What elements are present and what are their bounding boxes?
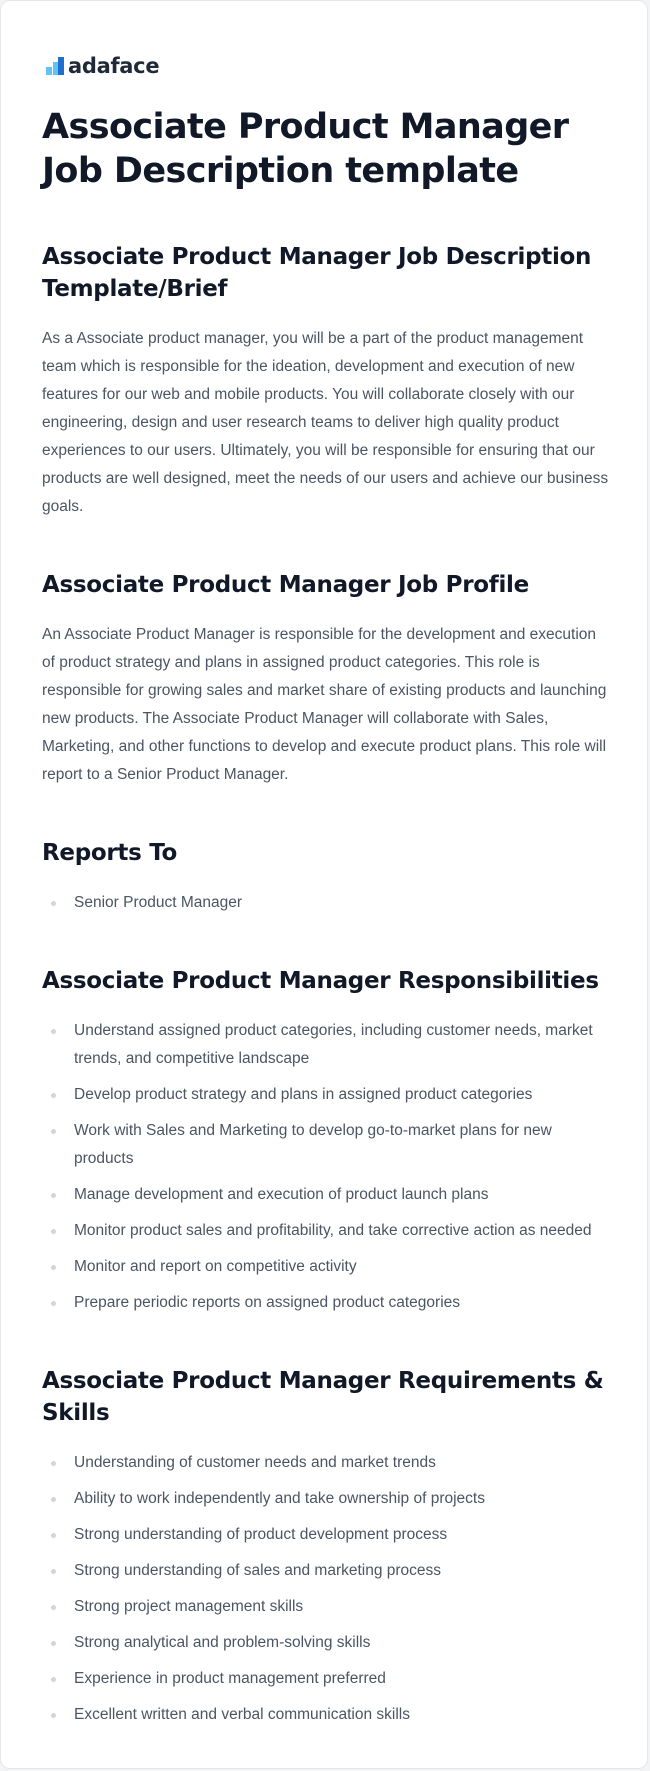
adaface-logo-mark-icon xyxy=(46,57,64,75)
profile-section xyxy=(42,569,612,789)
profile-body: An Associate Product Manager is responsible for the development and execution of product strategy and plans in assigned product categories. This role is responsible for growing sales and market share of existing products and launching new products. The Associate Product Manager will collaborate with Sales, Marketing, and other functions to develop and execute product plans. This role will report to a Senior Product Manager. xyxy=(42,626,607,783)
responsibilities-heading: Associate Product Manager Responsibilities xyxy=(42,968,599,994)
list-item: Manage development and execution of product launch plans xyxy=(42,1181,612,1209)
logo-wordmark: adaface xyxy=(68,54,160,78)
main-content xyxy=(42,105,612,1737)
list-item: Work with Sales and Marketing to develop go-to-market plans for new products xyxy=(42,1117,612,1173)
requirements-heading: Associate Product Manager Requirements & Skills xyxy=(42,1368,604,1426)
list-item: Understanding of customer needs and market trends xyxy=(42,1449,612,1477)
adaface-logo[interactable] xyxy=(46,53,159,79)
requirements-section xyxy=(42,1365,612,1729)
list-item: Strong understanding of product development process xyxy=(42,1521,612,1549)
list-item: Experience in product management preferred xyxy=(42,1665,612,1693)
list-item: Monitor product sales and profitability, and take corrective action as needed xyxy=(42,1217,612,1245)
list-item: Develop product strategy and plans in assigned product categories xyxy=(42,1081,612,1109)
responsibilities-section xyxy=(42,965,612,1317)
list-item: Senior Product Manager xyxy=(42,889,612,917)
list-item: Monitor and report on competitive activity xyxy=(42,1253,612,1281)
profile-heading: Associate Product Manager Job Profile xyxy=(42,572,529,598)
requirements-list xyxy=(42,1449,612,1729)
brief-heading: Associate Product Manager Job Description Template/Brief xyxy=(42,244,592,302)
reports-to-heading: Reports To xyxy=(42,840,178,866)
list-item: Understand assigned product categories, including customer needs, market trends, and competitive landscape xyxy=(42,1017,612,1073)
brief-body: As a Associate product manager, you will be a part of the product management team which is responsible for the ideation, development and execution of new features for our web and mobile products. You will collaborate closely with our engineering, design and user research teams to deliver high quality product experiences to our users. Ultimately, you will be responsible for ensuring that our products are well designed, meet the needs of our users and achieve our business goals. xyxy=(42,330,609,515)
list-item: Ability to work independently and take ownership of projects xyxy=(42,1485,612,1513)
list-item: Strong project management skills xyxy=(42,1593,612,1621)
brief-section xyxy=(42,241,612,521)
list-item: Strong understanding of sales and marketing process xyxy=(42,1557,612,1585)
list-item: Prepare periodic reports on assigned product categories xyxy=(42,1289,612,1317)
list-item: Excellent written and verbal communication skills xyxy=(42,1701,612,1729)
reports-to-list xyxy=(42,889,612,917)
page-title: Associate Product Manager Job Description template xyxy=(42,107,569,191)
list-item: Strong analytical and problem-solving skills xyxy=(42,1629,612,1657)
responsibilities-list xyxy=(42,1017,612,1317)
reports-to-section xyxy=(42,837,612,917)
